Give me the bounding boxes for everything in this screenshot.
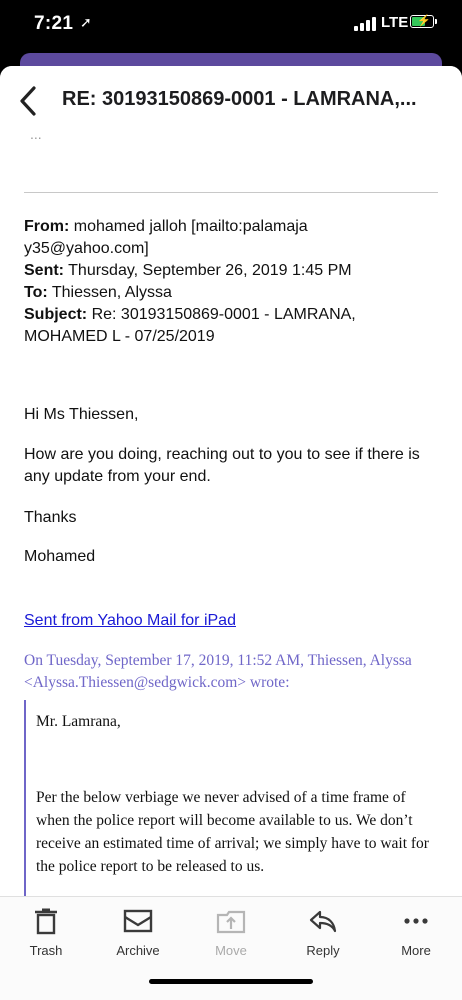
quoted-attribution: On Tuesday, September 17, 2019, 11:52 AM, Thiessen, Alyssa <Alyssa.Thiessen@sedgwick.com> wrote:: [24, 652, 412, 691]
archive-button[interactable]: [103, 905, 173, 958]
location-arrow-icon: ➚: [80, 14, 92, 30]
yahoo-mail-link[interactable]: Sent from Yahoo Mail for iPad: [24, 612, 236, 629]
status-time: 7:21: [34, 13, 74, 34]
back-chevron-icon: [14, 84, 44, 118]
message-body[interactable]: [0, 134, 462, 896]
to-label: To:: [24, 284, 48, 301]
more-label: More: [401, 943, 431, 958]
status-bar: [0, 0, 462, 52]
trash-button[interactable]: [11, 905, 81, 958]
more-button[interactable]: [381, 905, 451, 958]
message-header: [0, 66, 462, 134]
signature: Mohamed: [24, 548, 96, 565]
back-button[interactable]: [14, 84, 44, 118]
trash-icon: [30, 905, 62, 937]
battery-icon: ⚡: [410, 15, 434, 28]
archive-icon: [122, 905, 154, 937]
message-subject-title: RE: 30193150869-0001 - LAMRANA,...: [62, 88, 417, 110]
more-icon: [400, 905, 432, 937]
from-value: mohamed jalloh [mailto:palamaja y35@yahoo.com]: [24, 218, 308, 257]
carrier-label: LTE: [381, 14, 409, 31]
home-indicator: [149, 979, 313, 984]
divider: [24, 192, 438, 193]
sent-label: Sent:: [24, 262, 64, 279]
quoted-block: [24, 700, 440, 896]
sent-value: Thursday, September 26, 2019 1:45 PM: [68, 262, 352, 279]
move-button[interactable]: [196, 905, 266, 958]
archive-label: Archive: [116, 943, 160, 958]
to-value: Thiessen, Alyssa: [51, 284, 172, 301]
subject-label: Subject:: [24, 306, 88, 323]
original-message-header: [24, 216, 434, 348]
from-label: From:: [24, 218, 70, 235]
body-text: How are you doing, reaching out to you to see if there is any update from your end.: [24, 446, 420, 485]
move-icon: [215, 905, 247, 937]
email-sheet: [0, 66, 462, 1000]
reply-button[interactable]: [288, 905, 358, 958]
signal-icon: [354, 17, 376, 31]
greeting: Hi Ms Thiessen,: [24, 406, 139, 423]
reply-icon: [307, 905, 339, 937]
cutoff-text: ...: [30, 134, 42, 142]
reply-label: Reply: [306, 943, 340, 958]
subject-value: Re: 30193150869-0001 - LAMRANA, MOHAMED L - 07/25/2019: [24, 306, 356, 345]
trash-label: Trash: [29, 943, 63, 958]
quoted-body: Per the below verbiage we never advised of a time frame of when the police report will become available to us. We don’t receive an estimated time of arrival; we simply have to wait for the police report to be released to us.: [36, 789, 429, 875]
move-label: Move: [215, 943, 247, 958]
quoted-salutation: Mr. Lamrana,: [36, 713, 121, 730]
thanks-text: Thanks: [24, 509, 77, 526]
bottom-toolbar: [0, 896, 462, 1000]
